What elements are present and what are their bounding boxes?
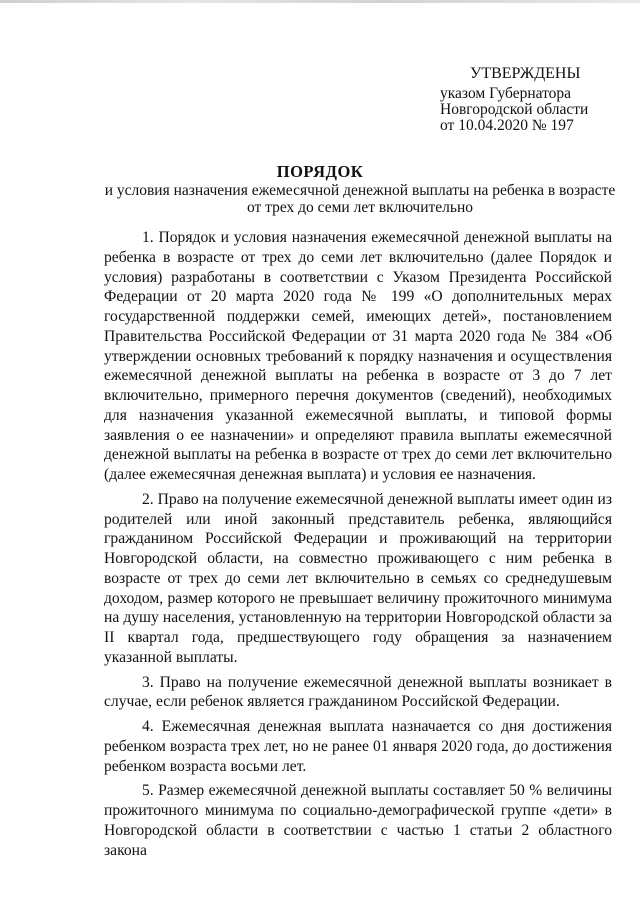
paragraph-3: 3. Право на получение ежемесячной денежной выплаты возникает в случае, если ребенок является гражданином Российской Федерации. — [104, 673, 612, 711]
approval-line-1: указом Губернатора — [440, 85, 572, 102]
paragraph-1: 1. Порядок и условия назначения ежемесячной денежной выплаты на ребенка в возрасте от трех до семи лет включительно (далее Порядок и условия) разработаны в соответствии с Указом Президента Российской Федерации от 20 марта 2020 года № 199 «О дополнительных мерах государственной поддержки семей, имеющих детей», постановлением Правительства Российской Федерации от 31 марта 2020 года № 384 «Об утверждении основных требований к порядку назначения и осуществления ежемесячной денежной выплаты на ребенка в возрасте от 3 до 7 лет включительно, примерного перечня документов (сведений), необходимых для назначения указанной ежемесячной выплаты, и типовой формы заявления о ее назначении» и определяют правила выплаты ежемесячной денежной выплаты на ребенка в возрасте от трех до семи лет включительно (далее ежемесячная денежная выплата) и условия ее назначения. — [104, 229, 612, 483]
approval-stamp — [440, 66, 630, 134]
document-subtitle — [100, 182, 620, 216]
approval-line-3: от 10.04.2020 № 197 — [440, 117, 574, 134]
paragraph-4: 4. Ежемесячная денежная выплата назначается со дня достижения ребенком возраста трех лет, но не ранее 01 января 2020 года, до достижения ребенком возраста восьми лет. — [104, 718, 612, 775]
subtitle-line-1: и условия назначения ежемесячной денежной выплаты на ребенка в возрасте — [104, 182, 616, 199]
approval-line-2: Новгородской области — [440, 101, 589, 118]
approved-heading: УТВЕРЖДЕНЫ — [470, 65, 581, 82]
subtitle-line-2: от трех до семи лет включительно — [246, 199, 474, 216]
scan-edge — [0, 0, 640, 3]
document-body — [104, 228, 612, 860]
paragraph-5: 5. Размер ежемесячной денежной выплаты составляет 50 % величины прожиточного минимума по социально-демографической группе «дети» в Новгородской области в соответствии с частью 1 статьи 2 областного закона — [104, 782, 612, 859]
document-title: ПОРЯДОК — [276, 162, 364, 181]
paragraph-2: 2. Право на получение ежемесячной денежной выплаты имеет один из родителей или иной законный представитель ребенка, являющийся гражданином Российской Федерации и проживающий на территории Новгородской области, на совместно проживающего с ним ребенка в возрасте от трех до семи лет включительно в семьях со среднедушевым доходом, размер которого не превышает величину прожиточного минимума на душу населения, установленную на территории Новгородской области за II квартал года, предшествующего году обращения за назначением указанной выплаты. — [104, 490, 612, 666]
